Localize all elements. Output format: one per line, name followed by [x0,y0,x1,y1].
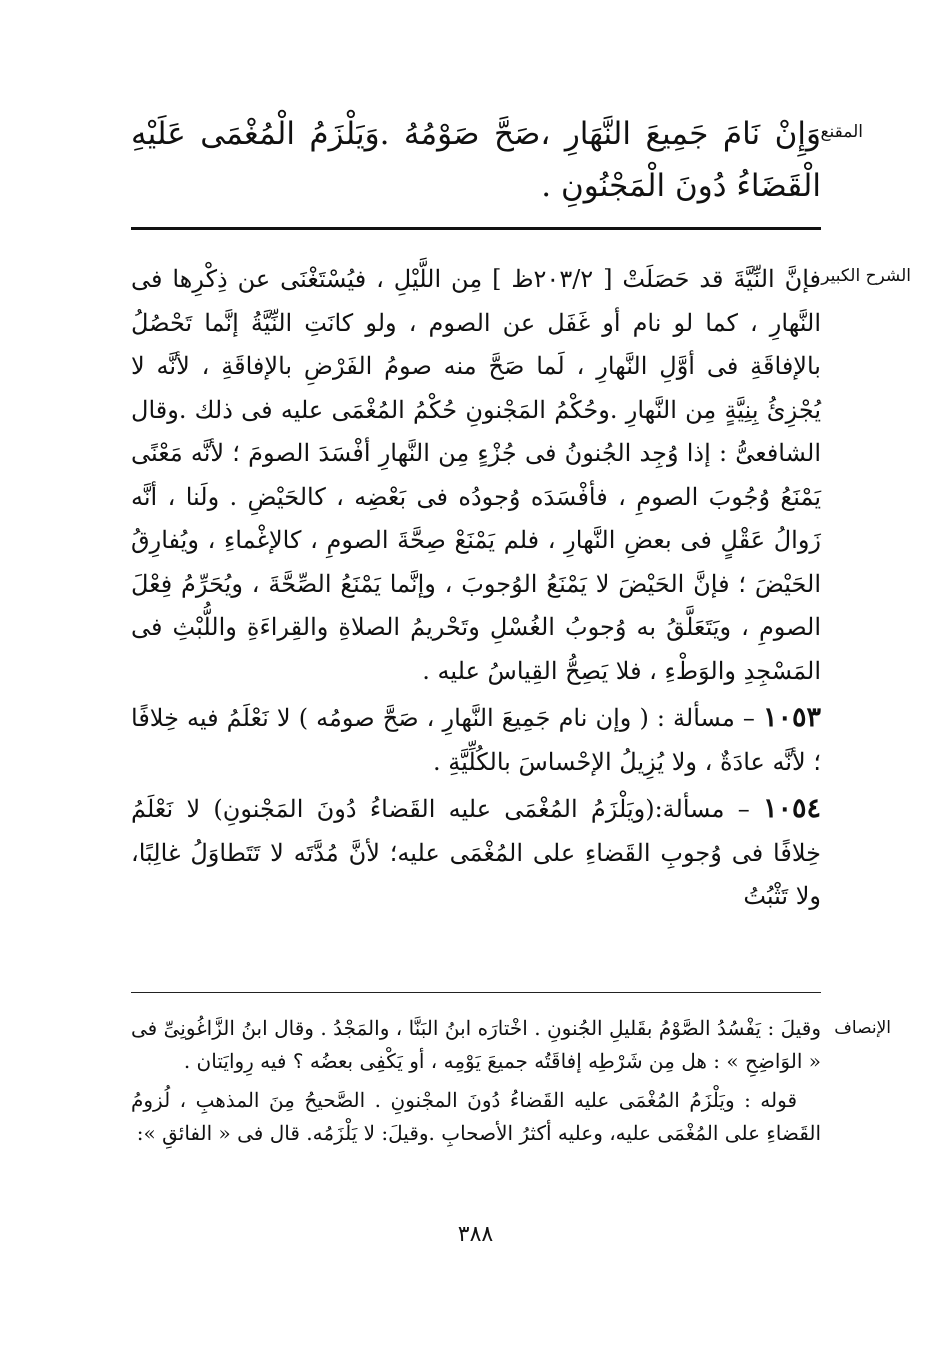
masala-1053 [131,696,821,784]
insaf-paragraph-2: قوله : ويَلْزَمُ المُغْمَى عليه القَضاءُ دُونَ المجْنونِ . الصَّحيحُ مِنَ المذهبِ ، لُزومُ القَضاءِ على المُغْمَى عليه، وعليه أكثرُ الأصحابِ .وقيلَ: لا يَلْزَمُه. قال فى « الفائقِ »: [131,1088,821,1145]
page-number: ٣٨٨ [457,1222,494,1247]
muqni-text-block [131,108,821,212]
margin-label-sharh: الشرح الكبير [821,266,911,286]
masala-text: – مسألة : ( وإن نام جَمِيعَ النَّهارِ ، صَحَّ صومُه ) لا نَعْلَمُ فيه خِلافًا ؛ لأنَّه عادَةٌ ، ولا يُزِيلُ الإحْساسَ بالكُلِّيَّةِ . [131,704,821,776]
margin-label-insaf: الإنصاف [834,1018,891,1038]
masala-1054 [131,787,821,919]
margin-label-muqni: المقنع [820,122,863,142]
masala-number: ١٠٥٤ [762,793,821,824]
insaf-paragraph-1: وقيلَ : يَفْسُدُ الصَّوْمُ بقَليلِ الجُنونِ . اخْتارَه ابنُ البَنَّا ، والمَجْدُ . وقال ابنُ الزَّاغُونِىِّ فى « الوَاضِحِ » : هل مِن شَرْطِه إفاقَتُه جميعَ يَوْمِه ، أو يَكْفِى بعضُه ؟ فيه رِوايَتان . [131,1016,821,1073]
sharh-paragraph: فإنَّ النِّيَّةَ قد حَصَلَتْ [ ٢٠٣/٢ظ ] مِن اللَّيْلِ ، فيُسْتَغْنَى عن ذِكْرِها فى النَّهارِ ، كما لو نام أو غَفَل عن الصوم ، ولو كانَتِ النِّيَّةُ إنَّما تَحْصُلُ بالإفاقَةِ فى أوَّلِ النَّهارِ ، لَما صَحَّ منه صومُ الفَرْضِ بالإفاقَةِ ، لأنَّه لا يُجْزِئُ بِنِيَّةٍ مِن النَّهارِ .وحُكْمُ المَجْنونِ حُكْمُ المُغْمَى عليه فى ذلك .وقال الشافعىُّ : إذا وُجِد الجُنونُ فى جُزْءٍ مِن النَّهارِ أفْسَدَ الصومَ ؛ لأنَّه مَعْنًى يَمْنَعُ وُجُوبَ الصومِ ، فأفْسَدَه وُجودُه فى بَعْضِه ، كالحَيْضِ . ولَنا ، أنَّه زَوالُ عَقْلٍ فى بعضِ النَّهارِ ، فلم يَمْنَعْ صِحَّةَ الصومِ ، كالإغْماءِ ، ويُفارِقُ الحَيْضَ ؛ فإنَّ الحَيْضَ لا يَمْنَعُ الوُجوبَ ، وإنَّما يَمْنَعُ الصِّحَّةَ ، ويُحَرِّمُ فِعْلَ الصومِ ، ويَتَعَلَّقُ به وُجوبُ الغُسْلِ وتَحْريمُ الصلاةِ والقِراءَةِ واللُّبْثِ فى المَسْجِدِ والوَطْءِ ، فلا يَصِحُّ القِياسُ عليه . [131,265,822,685]
footnote-divider [131,992,821,993]
sharh-text-block [131,258,821,919]
section-divider [131,227,821,230]
masala-text: – مسألة:(ويَلْزَمُ المُغْمَى عليه القَضاءُ دُونَ المَجْنونِ) لا نَعْلَمُ خِلافًا فى وُجوبِ القَضاءِ على المُغْمَى عليه؛ لأنَّ مُدَّتَه لا تَتَطاوَلُ غالِبًا، ولا تَثْبُتُ [131,795,821,910]
masala-number: ١٠٥٣ [762,702,821,733]
insaf-text-block [131,1012,821,1150]
muqni-text: وَإِنْ نَامَ جَمِيعَ النَّهَارِ ،صَحَّ صَوْمُهُ .وَيَلْزَمُ الْمُغْمَى عَلَيْهِ الْقَضَاءُ دُونَ الْمَجْنُونِ . [131,116,821,204]
